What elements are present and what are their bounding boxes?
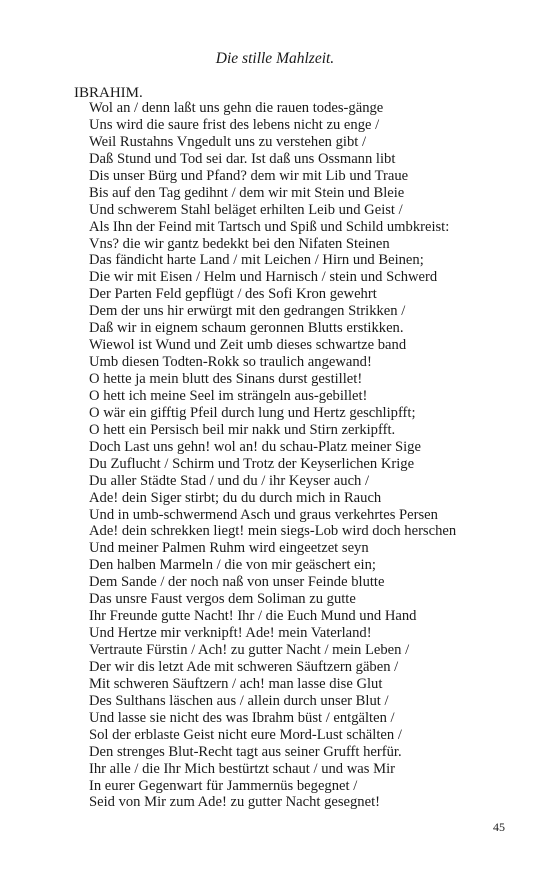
- verse-line: Weil Rustahns Vngedult uns zu verstehen gibt /: [89, 133, 367, 150]
- verse-line: Dem Sande / der noch naß von unser Feinde blutte: [89, 574, 385, 591]
- verse-line: O hett ich meine Seel im strängeln aus-gebillet!: [89, 387, 368, 404]
- verse-line: Und lasse sie nicht des was Ibrahm büst / entgälten /: [89, 709, 395, 726]
- verse-line: Das fändicht harte Land / mit Leichen / Hirn und Beinen;: [89, 252, 424, 269]
- verse-line: Und schwerem Stahl beläget erhilten Leib und Geist /: [89, 201, 403, 218]
- verse-line: O hette ja mein blutt des Sinans durst gestillet!: [89, 371, 363, 387]
- verse-line: Du Zuflucht / Schirm und Trotz der Keyserlichen Krige: [89, 455, 415, 472]
- verse-line: Seid von Mir zum Ade! zu gutter Nacht gesegnet!: [89, 794, 380, 811]
- verse-line: Ade! dein Siger stirbt; du du durch mich in Rauch: [89, 489, 382, 506]
- verse-line: Der wir dis letzt Ade mit schweren Säuftzern gäben /: [89, 658, 399, 675]
- verse-line: Den halben Marmeln / die von mir geäschert ein;: [89, 557, 376, 574]
- verse-line: Ade! dein schrekken liegt! mein siegs-Lob wird doch herschen: [89, 523, 457, 540]
- verse-line: Und meiner Palmen Ruhm wird eingeetzet seyn: [89, 540, 369, 557]
- verse-line: Der Parten Feld gepflügt / des Sofi Kron gewehrt: [89, 286, 377, 303]
- verse-line: Des Sulthans läschen aus / allein durch unser Blut /: [89, 692, 389, 709]
- verse-line: Die wir mit Eisen / Helm und Harnisch / stein und Schwerd: [89, 269, 438, 286]
- verse-line: Den strenges Blut-Recht tagt aus seiner Grufft herfür.: [89, 743, 402, 760]
- verse-line: Das unsre Faust vergos dem Soliman zu gutte: [89, 591, 356, 608]
- verse-line: Dem der uns hir erwürgt mit den gedrangen Strikken /: [89, 303, 406, 320]
- verse-line: Dis unser Bürg und Pfand? dem wir mit Lib und Traue: [89, 167, 409, 184]
- verse-line: Wol an / denn laßt uns gehn die rauen todes-gänge: [89, 100, 384, 116]
- verse-line: Und in umb-schwermend Asch und grаus verkehrtes Persen: [89, 506, 438, 523]
- page-number: 45: [493, 820, 505, 834]
- verse-line: Du aller Städte Stad / und du / ihr Keyser auch /: [89, 472, 370, 489]
- verse-block: [89, 100, 456, 811]
- verse-line: Vns? die wir gantz bedekkt bei den Nifaten Steinen: [89, 235, 390, 252]
- verse-line: Vertraute Fürstin / Ach! zu gutter Nacht / mein Leben /: [89, 642, 410, 658]
- speaker-name: IBRAHIM.: [74, 85, 143, 101]
- verse-line: Doch Last uns gehn! wol an! du schau-Platz meiner Sige: [89, 438, 421, 455]
- verse-line: Sol der erblaste Geist nicht eure Mord-Lust schälten /: [89, 726, 402, 743]
- verse-line: Daß wir in eignem schaum geronnen Blutts erstikken.: [89, 320, 404, 337]
- verse-line: Als Ihn der Feind mit Tartsch und Spiß und Schild umbkreist:: [89, 218, 450, 235]
- verse-line: Uns wird die saure frist des lebens nicht zu enge /: [89, 116, 380, 133]
- verse-line: Ihr Freunde gutte Nacht! Ihr / die Euch Mund und Hand: [89, 608, 417, 625]
- verse-line: Und Hertze mir verknipft! Ade! mein Vaterland!: [89, 625, 372, 642]
- verse-line: Bis auf den Tag gedihnt / dem wir mit Stein und Bleie: [89, 184, 405, 201]
- verse-line: O hett ein Persisch beil mir nakk und Stirn zerkipfft.: [89, 421, 396, 438]
- verse-line: In eurer Gegenwart für Jammernüs begegnet /: [89, 777, 358, 794]
- verse-line: Umb diesen Todten-Rokk so traulich angewand!: [89, 354, 372, 371]
- verse-line: Wiewol ist Wund und Zeit umb dieses schwartze band: [89, 337, 407, 354]
- verse-line: O wär ein gifftig Pfeil durch lung und Hertz geschlipfft;: [89, 404, 416, 421]
- verse-line: Daß Stund und Tod sei dar. Ist daß uns Ossmann libt: [89, 150, 396, 167]
- verse-line: Mit schweren Säuftzern / ach! man lasse dise Glut: [89, 675, 383, 692]
- verse-line: Ihr alle / die Ihr Mich bestürtzt schaut / und was Mir: [89, 760, 395, 777]
- page-title: Die stille Mahlzeit.: [215, 50, 335, 67]
